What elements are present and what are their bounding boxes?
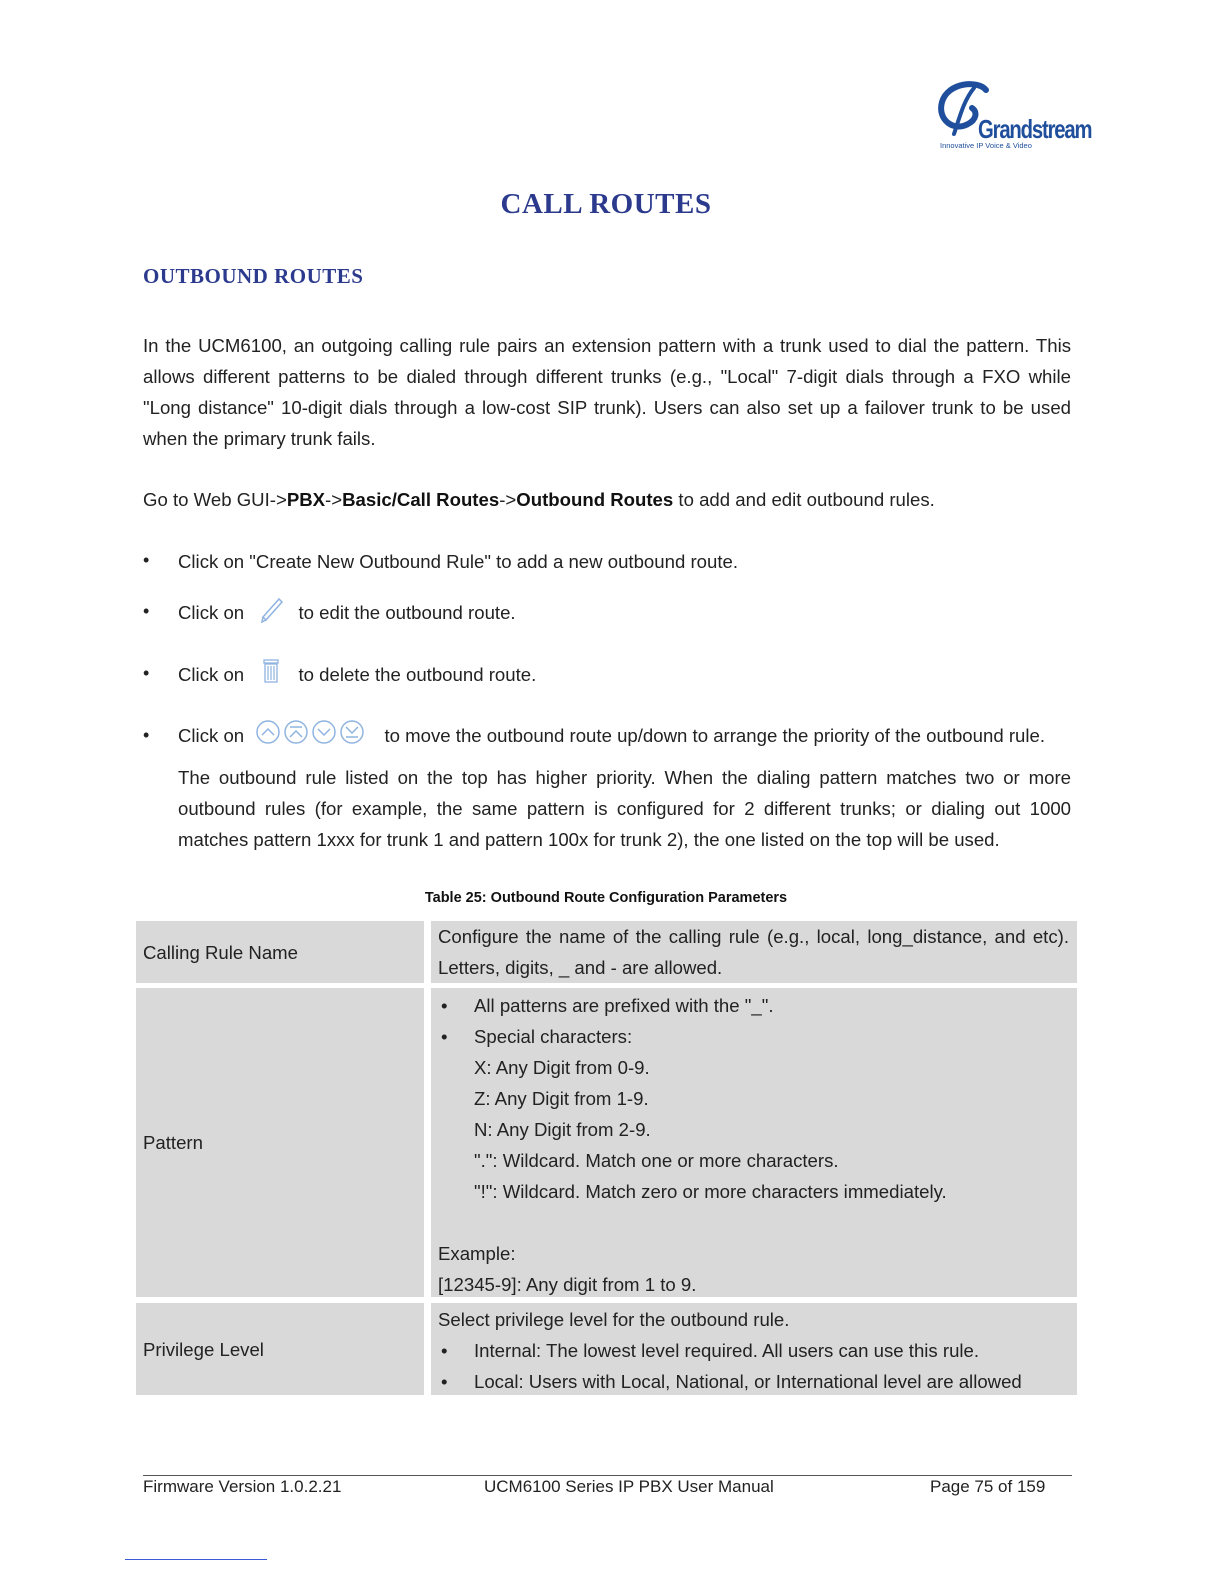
footer-manual-title: UCM6100 Series IP PBX User Manual <box>484 1477 774 1496</box>
row-desc-pattern <box>431 988 1077 1297</box>
pattern-example-label: Example: <box>438 1243 516 1264</box>
logo-wordmark: Grandstream <box>978 114 1092 144</box>
page-title: CALL ROUTES <box>500 188 712 220</box>
row-desc-calling-rule-name <box>431 921 1077 983</box>
nav-basic: Basic/Call Routes <box>342 489 500 510</box>
row-label-pattern: Pattern <box>136 988 424 1297</box>
bullet-delete <box>178 659 536 690</box>
pattern-bullet-special: • Special characters: <box>438 1021 1069 1052</box>
row-label-privilege-level: Privilege Level <box>136 1303 424 1395</box>
priority-note: The outbound rule listed on the top has higher priority. When the dialing pattern matches two or more outbound rules (for example, the same pattern is configured for 2 different trunks; or dialing out 1000 matches pattern 1xxx for trunk 1 and pattern 100x for trunk 2), the one listed on the top will be used. <box>178 767 1071 850</box>
privilege-bullet-internal: • Internal: The lowest level required. All users can use this rule. <box>438 1335 1069 1366</box>
pattern-example: [12345-9]: Any digit from 1 to 9. <box>438 1274 697 1295</box>
footer-page-number: Page 75 of 159 <box>930 1477 1046 1496</box>
bullet-marker: • <box>143 663 150 683</box>
bullet-move <box>178 720 1045 751</box>
nav-sep2: -> <box>499 489 517 510</box>
spacer <box>438 1207 1069 1238</box>
bullet-move-post: to move the outbound route up/down to arrange the priority of the outbound rule. <box>384 725 1046 746</box>
pattern-char-dot: ".": Wildcard. Match one or more characters. <box>474 1150 839 1171</box>
bottom-link-underline <box>125 1559 267 1560</box>
move-bottom-icon <box>341 721 363 743</box>
nav-outbound: Outbound Routes <box>516 489 674 510</box>
bullet-delete-pre: Click on <box>178 664 245 685</box>
table-caption: Table 25: Outbound Route Configuration Parameters <box>424 890 788 906</box>
nav-suffix: to add and edit outbound rules. <box>673 489 935 510</box>
move-down-icon <box>313 721 335 743</box>
calling-rule-desc-text: Configure the name of the calling rule (e.g., local, long_distance, and etc). Letters, digits, _ and - are allowed. <box>438 926 1069 978</box>
bullet-delete-post: to delete the outbound route. <box>298 664 537 685</box>
nav-instruction <box>143 484 1071 515</box>
pattern-char-x: X: Any Digit from 0-9. <box>474 1057 650 1078</box>
footer-divider <box>143 1475 1072 1476</box>
pattern-char-bang: "!": Wildcard. Match zero or more characters immediately. <box>474 1181 947 1202</box>
bullet-move-pre: Click on <box>178 725 245 746</box>
bullet-edit-post: to edit the outbound route. <box>298 602 516 623</box>
move-up-icon <box>257 721 279 743</box>
move-priority-icons <box>255 718 375 748</box>
intro-paragraph: In the UCM6100, an outgoing calling rule pairs an extension pattern with a trunk used to dial the pattern. This allows different patterns to be dialed through different trunks (e.g., "Local" 7-digit dials through a FXO while "Long distance" 10-digit dials through a low-cost SIP trunk). Users can also set up a failover trunk to be used when the primary trunk fails. <box>143 335 1071 449</box>
move-top-icon <box>285 721 307 743</box>
logo-tagline: Innovative IP Voice & Video <box>940 141 1032 150</box>
pattern-char-z: Z: Any Digit from 1-9. <box>474 1088 649 1109</box>
bullet-create: Click on "Create New Outbound Rule" to add a new outbound route. <box>178 551 738 572</box>
section-heading: OUTBOUND ROUTES <box>143 264 364 288</box>
row-desc-privilege-level <box>431 1303 1077 1395</box>
privilege-bullet-local: • Local: Users with Local, National, or International level are allowed <box>438 1366 1069 1397</box>
nav-pbx: PBX <box>286 489 326 510</box>
bullet-edit-pre: Click on <box>178 602 245 623</box>
pattern-bullet-prefix: • All patterns are prefixed with the "_". <box>438 990 1069 1021</box>
bullet-edit <box>178 597 516 628</box>
bullet-marker: • <box>143 601 150 621</box>
nav-prefix: Go to Web GUI-> <box>143 489 287 510</box>
privilege-intro: Select privilege level for the outbound rule. <box>438 1309 790 1330</box>
bullet-marker: • <box>143 550 150 570</box>
row-label-calling-rule-name: Calling Rule Name <box>136 921 424 983</box>
nav-sep1: -> <box>325 489 343 510</box>
edit-pencil-icon <box>255 595 289 625</box>
trash-can-icon <box>255 657 289 687</box>
pattern-char-n: N: Any Digit from 2-9. <box>474 1119 651 1140</box>
grandstream-logo <box>934 80 1092 152</box>
bullet-marker: • <box>143 725 150 745</box>
footer-firmware: Firmware Version 1.0.2.21 <box>143 1477 342 1496</box>
